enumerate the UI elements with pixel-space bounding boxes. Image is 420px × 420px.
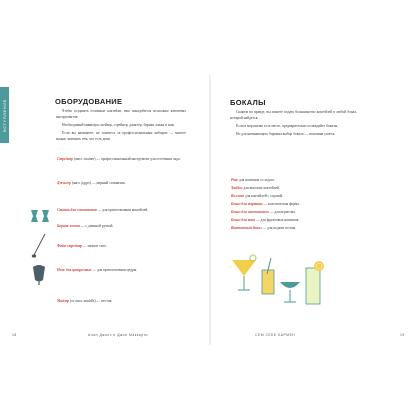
term-description: — классическая форма.	[262, 202, 300, 206]
term-name: Бокал для мартини	[231, 202, 263, 206]
right-paragraph: Скажем по правде, вы можете подать большинство коктейлей в любой бокал, который найдется.	[230, 110, 357, 120]
right-page-heading: БОКАЛЫ	[230, 98, 266, 107]
term-description: (англ. strainer) — профессиональный инструмент для отсечения льда.	[73, 157, 181, 161]
left-paragraph: Чтобы создавать отличные коктейли, вам понадобится несколько ключевых инструментов.	[56, 109, 186, 119]
term-description: — для фруктовых напитков.	[255, 218, 300, 222]
left-paragraph: Необходимый минимум: шейкер, стрейнер, джиггер, барная ложка и нож.	[62, 123, 175, 127]
term-entry	[231, 210, 357, 216]
term-entry	[57, 157, 183, 163]
term-description: (от англ. muddle) — пестик.	[68, 299, 113, 303]
term-description: — для приготовления коктейлей.	[96, 208, 149, 212]
left-page-heading: ОБОРУДОВАНИЕ	[55, 97, 123, 106]
term-entry	[57, 181, 183, 187]
term-description: — мелкое сито.	[82, 244, 107, 248]
term-name: Барная ложка	[57, 224, 80, 228]
term-name: Бокал для вина	[231, 218, 256, 222]
jigger-icon	[29, 209, 51, 223]
term-entry	[57, 208, 183, 214]
term-description: для коктейлей с содовой.	[244, 194, 284, 198]
right-paragraph: Но для начинающего бармена выбор бокала — половина успеха.	[236, 132, 336, 137]
term-name: Коллинз	[231, 194, 245, 198]
term-description: (англ. jigger) — мерный стаканчик.	[70, 181, 126, 185]
term-description: для высоких коктейлей.	[242, 186, 280, 190]
term-entry	[231, 186, 357, 192]
martini-glass-icon	[232, 255, 256, 290]
side-tab-label: ВСТУПЛЕНИЕ	[2, 98, 7, 132]
right-page-number: 19	[400, 333, 405, 337]
term-description: — для подачи гостям.	[261, 226, 297, 230]
term-entry	[57, 299, 183, 305]
term-entry	[231, 178, 357, 184]
term-name: Нож для цитрусовых	[57, 268, 92, 272]
term-name: Джиггер	[57, 181, 71, 185]
term-entry	[231, 226, 357, 232]
term-name: Рокс	[231, 178, 239, 182]
term-name: Бокал для шампанского	[231, 210, 269, 214]
left-intro-text	[56, 109, 186, 145]
collins-glass-icon	[306, 261, 324, 304]
term-name: Мадлер	[57, 299, 69, 303]
term-entry	[57, 224, 183, 230]
term-name: Файн-стрейнер	[57, 244, 83, 248]
right-paragraph: Если в морозилке есть место, предварительно охлаждайте бокалы.	[236, 124, 339, 128]
right-running-footer: СЕМ СЕБЕ БАРМЕН	[255, 333, 296, 337]
term-description: — с длинной ручкой.	[79, 224, 114, 228]
term-name: Хайбол	[231, 186, 243, 190]
term-entry	[57, 268, 183, 274]
strainer-icon	[30, 264, 48, 286]
highball-glass-icon	[262, 258, 274, 294]
term-description: — для игристых.	[268, 210, 296, 214]
left-running-footer: Алан Джонс и Джон Маккарти	[88, 333, 148, 337]
term-description: для напитков со льдом.	[238, 178, 275, 182]
section-side-tab	[0, 87, 9, 143]
right-intro-text	[230, 110, 357, 140]
left-page-number: 18	[12, 333, 17, 337]
term-description: — для приготовления цедры.	[91, 268, 138, 272]
left-paragraph: Если вы начинаете, не гонитесь за профессиональным набором — многое можно заменить тем, что есть дома.	[56, 131, 186, 141]
term-name: Стрейнер	[57, 157, 74, 161]
cocktail-glasses-illustration	[226, 252, 346, 312]
term-entry	[231, 194, 357, 200]
term-entry	[231, 202, 357, 208]
bar-spoon-icon	[31, 233, 47, 259]
term-entry	[57, 244, 183, 250]
coupe-glass-icon	[280, 282, 300, 302]
term-name: Винтажный бокал	[231, 226, 262, 230]
term-entry	[231, 218, 357, 224]
term-name: Стакан для смешивания	[57, 208, 97, 212]
